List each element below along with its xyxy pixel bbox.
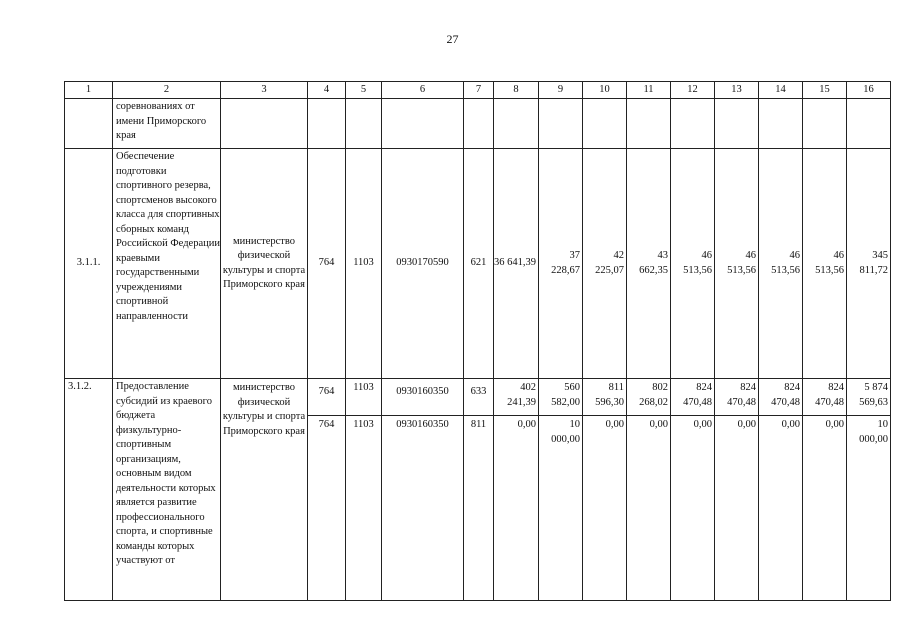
cell-c13 xyxy=(715,379,759,601)
cell-c9 xyxy=(539,379,583,601)
cell-c13: 46 513,56 xyxy=(715,149,759,379)
cell-c5: 1103 xyxy=(346,149,382,379)
cell-c12: 46 513,56 xyxy=(671,149,715,379)
cell-c16: 345 811,72 xyxy=(847,149,891,379)
cell-c10 xyxy=(583,379,627,601)
cell-line-1: 5 874 569,63 xyxy=(859,382,888,408)
cell-c12 xyxy=(671,379,715,601)
header-cell: 16 xyxy=(847,82,891,99)
cell-c11 xyxy=(627,379,671,601)
cell-line-2: 10 000,00 xyxy=(539,415,582,447)
header-cell: 4 xyxy=(308,82,346,99)
row-number: 3.1.2. xyxy=(65,379,113,601)
cell-c7 xyxy=(464,379,494,601)
cell-line-1: 802 268,02 xyxy=(639,382,668,408)
cell-line-2: 0,00 xyxy=(715,415,758,433)
header-row xyxy=(65,82,891,99)
cell-line-2: 0,00 xyxy=(759,415,802,433)
cell-line-1: 824 470,48 xyxy=(771,382,800,408)
cell-c11: 43 662,35 xyxy=(627,149,671,379)
cell-c6: 0930170590 xyxy=(382,149,464,379)
table-row-3-1-2 xyxy=(65,379,891,601)
cell-c16 xyxy=(847,379,891,601)
cell-c8: 36 641,39 xyxy=(494,149,539,379)
header-cell: 1 xyxy=(65,82,113,99)
cell-line-2: 0930160350 xyxy=(382,415,463,433)
header-cell: 11 xyxy=(627,82,671,99)
cell-c5 xyxy=(346,379,382,601)
cell-c6 xyxy=(382,379,464,601)
page-number: 27 xyxy=(446,32,459,46)
cell-c10: 42 225,07 xyxy=(583,149,627,379)
cell-line-2: 0,00 xyxy=(494,415,538,433)
cell-c14: 46 513,56 xyxy=(759,149,803,379)
header-cell: 5 xyxy=(346,82,382,99)
activity-name: Предоставление субсидий из краевого бюджета физкультурно-спортивным организациям, основным видом деятельности которых является развитие профессионального спорта, и спортивные команды которых участвуют от xyxy=(113,379,221,601)
cell-c9: 37 228,67 xyxy=(539,149,583,379)
activity-name: Обеспечение подготовки спортивного резерва, спортсменов высокого класса для спортивных сборных команд Российской Федерации краевыми государственными учреждениями спортивной направленности xyxy=(113,149,221,379)
header-cell: 2 xyxy=(113,82,221,99)
header-cell: 12 xyxy=(671,82,715,99)
cell-line-2: 0,00 xyxy=(671,415,714,433)
cell-line-1: 1103 xyxy=(353,382,374,393)
row-number: 3.1.1. xyxy=(65,149,113,379)
responsible-org: министерство физической культуры и спорта Приморского края xyxy=(221,149,308,379)
header-cell: 6 xyxy=(382,82,464,99)
cell-c8 xyxy=(494,379,539,601)
cell-line-1: 824 470,48 xyxy=(683,382,712,408)
header-cell: 13 xyxy=(715,82,759,99)
cell-line-1: 560 582,00 xyxy=(551,382,580,408)
table-row-continuation xyxy=(65,99,891,149)
cell-line-1: 633 xyxy=(470,386,487,397)
cell-c15 xyxy=(803,379,847,601)
cell-c4: 764 xyxy=(308,149,346,379)
header-cell: 9 xyxy=(539,82,583,99)
header-cell: 15 xyxy=(803,82,847,99)
budget-table xyxy=(64,81,891,601)
cell-line-2: 1103 xyxy=(346,415,381,433)
cell-c15: 46 513,56 xyxy=(803,149,847,379)
cell-line-1: 0930160350 xyxy=(396,386,449,397)
header-cell: 10 xyxy=(583,82,627,99)
header-cell: 14 xyxy=(759,82,803,99)
cell-line-1: 811 596,30 xyxy=(595,382,624,408)
cell-c4 xyxy=(308,379,346,601)
cell-line-1: 402 241,39 xyxy=(507,382,536,408)
header-cell: 8 xyxy=(494,82,539,99)
cell-line-2: 10 000,00 xyxy=(847,415,890,447)
cell-line-2: 0,00 xyxy=(627,415,670,433)
cell-line-2: 0,00 xyxy=(803,415,846,433)
cell-line-1: 824 470,48 xyxy=(815,382,844,408)
responsible-org: министерство физической культуры и спорта Приморского края xyxy=(221,379,308,601)
table-row-3-1-1 xyxy=(65,149,891,379)
cell-line-2: 0,00 xyxy=(583,415,626,433)
cell-c7: 621 xyxy=(464,149,494,379)
cell-line-2: 811 xyxy=(464,415,493,433)
cell-c14 xyxy=(759,379,803,601)
cell-line-1: 824 470,48 xyxy=(727,382,756,408)
header-cell: 7 xyxy=(464,82,494,99)
header-cell: 3 xyxy=(221,82,308,99)
cell-line-2: 764 xyxy=(308,415,345,433)
cell-line-1: 764 xyxy=(318,386,335,397)
activity-name: соревнованиях от имени Приморского края xyxy=(113,99,221,149)
